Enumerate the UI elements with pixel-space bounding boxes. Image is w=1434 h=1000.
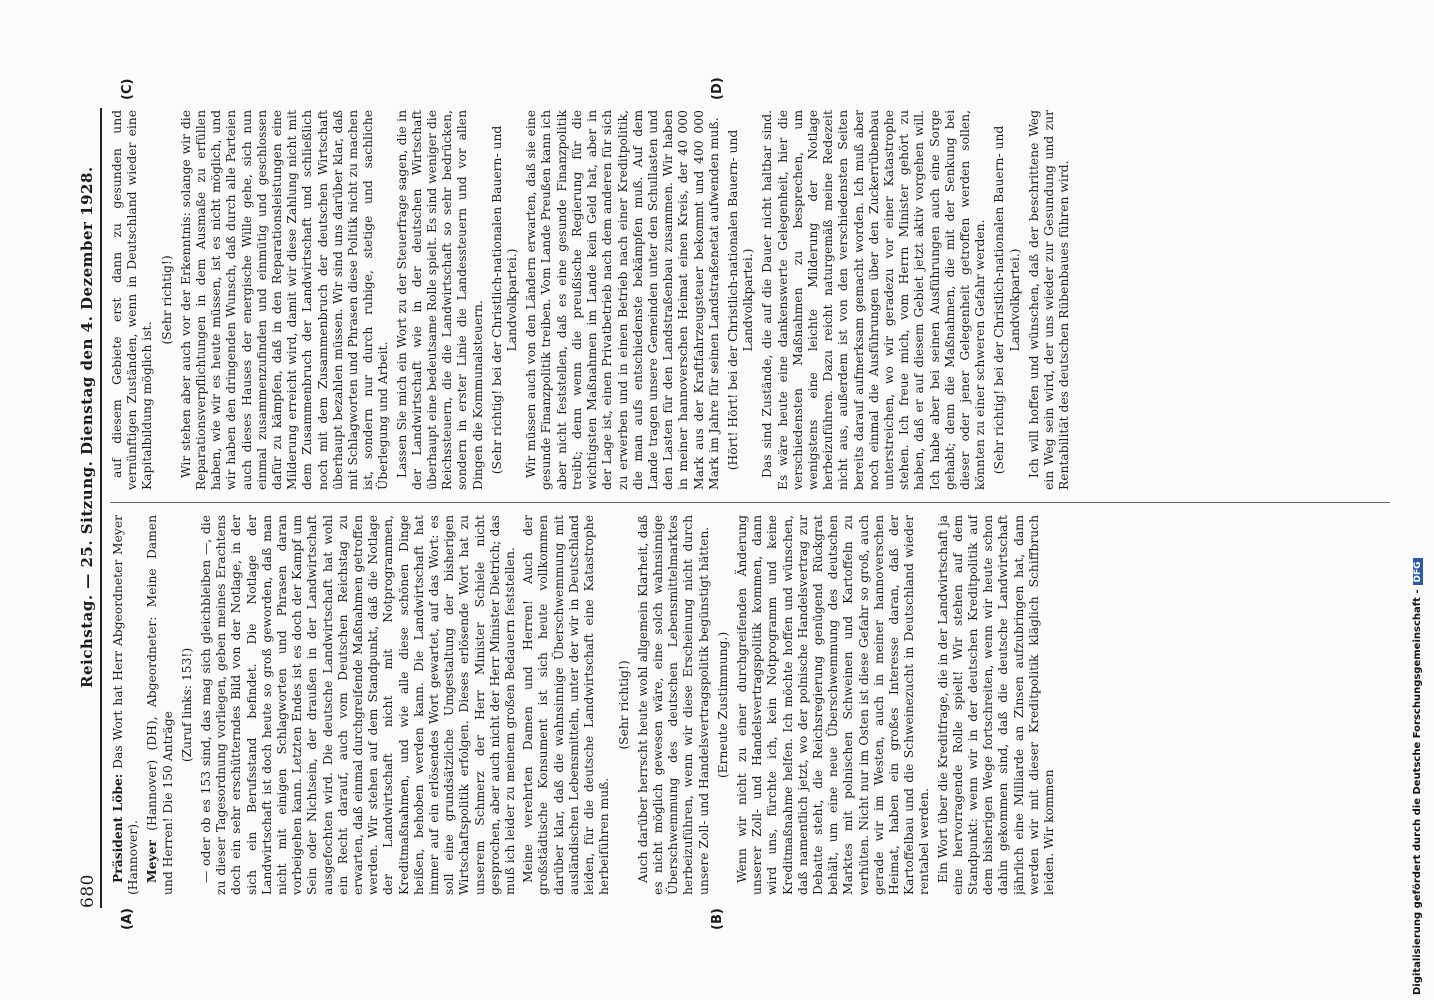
digitization-note [1412, 558, 1423, 995]
paragraph-text: (Hannover) (DH), Abgeordneter: Meine Damen und Herren! Die 150 Anträge [145, 515, 175, 895]
page-header [72, 108, 102, 908]
paragraph-text: Das Wort hat Herr Abgeordneter Meyer (Hannover). [111, 515, 141, 895]
paragraph-text: Ein Wort über die Kreditfrage, die in der Landwirtschaft ja eine hervorragende Rolle spielt! Wir stehen auf dem Standpunkt: wenn wir in der deutschen Kreditpolitik auf dem bisherigen Wege fortschreiten, wenn wir heute schon dahin gekommen sind, daß die deutsche Landwirtschaft jährlich eine Milliarde an Zinsen aufzubringen hat, dann werden wir mit dieser Kreditpolitik kläglich Schiffbruch leiden. Wir kommen [935, 515, 1056, 895]
paragraph [179, 110, 392, 490]
paragraph [110, 110, 156, 490]
paragraph [636, 515, 712, 895]
right-text-column [110, 110, 1390, 490]
header-rule [100, 108, 102, 908]
paragraph [110, 515, 141, 895]
paragraph-text: Auch darüber herrscht heute wohl allgemein Klarheit, daß es nicht möglich gewesen wäre, eine solch wahnsinnige Überschwemmung des deutschen Lebensmittelmarktes herbeizuführen, wenn wir diese Erscheinung nicht durch unsere Zoll- und Handelsvertragspolitik begünstigt hätten. [635, 515, 711, 895]
margin-label-d: (D) [710, 77, 725, 100]
digitization-text: Digitalisierung gefördert durch die Deutsche Forschungsgemeinschaft - [1412, 589, 1423, 995]
paragraph-text: Wir müssen auch von den Ländern erwarten, daß sie eine gesunde Finanzpolitik treiben. Vom Lande Preußen kann ich aber nicht feststellen, daß es eine gesunde Finanzpolitik treibt; denn wenn die preußische Regierung für die wichtigsten Maßnahmen im Lande kein Geld hat, aber in der Lage ist, einen Privatbetrieb nach dem anderen für sich zu erwerben und in einen Betrieb nach einer Kreditpolitik, die man aufs entschiedenste bekämpfen muß. Auf dem Lande tragen unsere Gemeinden unter den Schullasten und den Lasten für den Landstraßenbau zusammen. Wir haben in meiner hannoverschen Heimat einen Kreis, der 40 000 Mark aus der Kraftfahrzeugsteuer bekommt und 400 000 Mark im Jahre für seinen Landstraßenetat aufwenden muß. [524, 110, 721, 490]
paragraph-text: Wenn wir nicht zu einer durchgreifenden Änderung unserer Zoll- und Handelsvertragspolitik kommen, dann wird uns, fürchte ich, kein Notprogramm und keine Kreditmaßnahme helfen. Ich möchte hoffen und wünschen, daß namentlich jetzt, wo der polnische Handelsvertrag zur Debatte steht, die Reichsregierung genügend Rückgrat behält, um eine neue Überschwemmung des deutschen Marktes mit polnischen Schweinen und Kartoffeln zu verhüten. Nicht nur im Osten ist diese Gefahr so groß, auch gerade wir im Westen, auch in meiner hannoverschen Heimat, haben ein großes Interesse daran, daß der Kartoffelbau und die Schweinezucht in Deutschland wieder rentabel werden. [734, 515, 932, 895]
paragraph [936, 515, 1058, 895]
margin-label-b: (B) [710, 908, 725, 930]
paragraph [1027, 110, 1073, 490]
interjection: (Sehr richtig!) [616, 660, 631, 750]
interjection: (Sehr richtig! bei der Christlich-nationalen Bauern- und Landvolkpartei.) [992, 125, 1022, 475]
running-title: Reichstag. — 25. Sitzung. Dienstag den 4. Dezember 1928. [78, 166, 96, 688]
speaker-name: Präsident Löbe: [110, 773, 125, 883]
paragraph [199, 515, 518, 895]
paragraph-text: auf diesem Gebiete erst dann zu gesunden und vernünftigen Zuständen, wenn in Deutschland wieder eine Kapitalbildung möglich ist. [110, 110, 155, 490]
interjection: (Erneute Zustimmung.) [715, 631, 730, 779]
paragraph [760, 110, 988, 490]
page-number: 680 [78, 874, 98, 908]
paragraph-text: Meine verehrten Damen und Herren! Auch der großstädtische Konsument ist sich heute vollkommen darüber klar, daß die wahnsinnige Überschwemmung mit ausländischen Lebensmitteln, unter der wir in Deutschland leiden, für die deutsche Landwirtschaft eine Katastrophe herbeiführen muß. [521, 515, 612, 895]
paragraph [395, 110, 486, 490]
digitization-sidebar [1410, 0, 1434, 1000]
paragraph [735, 515, 933, 895]
paragraph [524, 110, 722, 490]
paragraph-text: Wir stehen aber auch vor der Erkenntnis: solange wir die Reparationsverpflichtungen in dem Ausmaße zu erfüllen haben, wie wir es heute müssen, ist es nicht möglich, und wir haben den dringenden Wunsch, daß durch alle Parteien auch dieses Hauses der energische Wille gehe, sich nun einmal zusammenzufinden und einmütig und geschlossen dafür zu kämpfen, daß in den Reparationsleistungen eine Milderung erreicht wird, damit wir diese Zahlung nicht mit dem Zusammenbruch der Landwirtschaft und schließlich noch mit dem Zusammenbruch der deutschen Wirtschaft überhaupt bezahlen müssen. Wir sind uns darüber klar, daß mit Schlagworten und Phrasen diese Politik nicht zu machen ist, sondern nur durch ruhige, stetige und sachliche Überlegung und Arbeit. [178, 110, 391, 490]
interjection: (Hört! Hört! bei der Christlich-nationalen Bauern- und Landvolkpartei.) [725, 129, 756, 471]
paragraph-text: — oder ob es 153 sind, das mag sich gleichbleiben —, die zu dieser Tagesordnung vorliegen, geben meines Erachtens doch ein sehr erschütterndes Bild von der Notlage, in der sich ein Berufsstand befindet. Die Notlage der Landwirtschaft ist doch heute so groß geworden, daß man nicht mit einigen Schlagworten und Phrasen daran vorbeigehen kann. Letzten Endes ist es doch der Kampf um Sein oder Nichtsein, der draußen in der Landwirtschaft ausgefochten wird. Die deutsche Landwirtschaft hat wohl ein Recht darauf, auch vom Deutschen Reichstag zu erwarten, daß einmal durchgreifende Maßnahmen getroffen werden. Wir stehen auf dem Standpunkt, daß die Notlage der Landwirtschaft nicht mit Notprogrammen, Kreditmaßnahmen, und wie alle diese schönen Dinge heißen, behoben werden kann. Die Landwirtschaft hat immer auf ein erlösendes Wort gewartet, auf das Wort: es soll eine grundsätzliche Umgestaltung der bisherigen Wirtschaftspolitik erfolgen. Dieses erlösende Wort hat zu unserem Schmerz der Herr Minister Schiele nicht gesprochen, aber auch nicht der Herr Minister Dietrich; das muß ich leider zu meinem großen Bedauern feststellen. [199, 515, 518, 895]
paragraph-text: Ich will hoffen und wünschen, daß der beschrittene Weg ein Weg sein wird, der uns wieder zur Gesundung und zur Rentabilität des deutschen Rübenbaues führen wird. [1026, 110, 1072, 490]
margin-label-c: (C) [120, 78, 135, 100]
speaker-name: Meyer [144, 840, 160, 883]
paragraph [144, 515, 175, 895]
column-divider [110, 502, 1390, 503]
paragraph-text: Lassen Sie mich ein Wort zu der Steuerfrage sagen, die in der Landwirtschaft wie in der deutschen Wirtschaft überhaupt eine bedeutsame Rolle spielt. Es sind weniger die Reichssteuern, die die Landwirtschaft so sehr bedrücken, sondern in erster Linie die Landessteuern und vor allen Dingen die Kommunalsteuern. [394, 110, 485, 490]
left-text-column [110, 515, 1390, 895]
paragraph [521, 515, 612, 895]
paragraph-text: Das sind Zustände, die auf die Dauer nicht haltbar sind. Es wäre heute eine dankenswerte Gelegenheit, hier die verschiedensten Maßnahmen zu besprechen, um wenigstens eine leichte Milderung der Notlage herbeizuführen. Dazu reicht naturgemäß meine Redezeit nicht aus, außerdem ist von den verschiedensten Seiten bereits darauf aufmerksam gemacht worden. Ich muß aber noch einmal die Ausführungen über den Zuckerrübenbau unterstreichen, wo wir geradezu vor einer Katastrophe stehen. Ich freue mich, vom Herrn Minister gehört zu haben, daß er auf diesem Gebiet jetzt aktiv vorgehen will. Ich habe aber bei seinen Ausführungen auch eine Sorge gehabt; denn die Maßnahmen, die mit der Senkung bei dieser oder jener Gelegenheit getroffen werden sollen, könnten zu einer schweren Gefahr werden. [760, 110, 988, 490]
interjection: (Sehr richtig!) [159, 255, 174, 345]
interjection: (Sehr richtig! bei der Christlich-nationalen Bauern- und Landvolkpartei.) [489, 125, 520, 475]
interjection: (Zuruf links: 153!) [179, 647, 194, 763]
margin-label-a: (A) [120, 908, 135, 930]
dfg-logo: DFG [1413, 558, 1423, 585]
